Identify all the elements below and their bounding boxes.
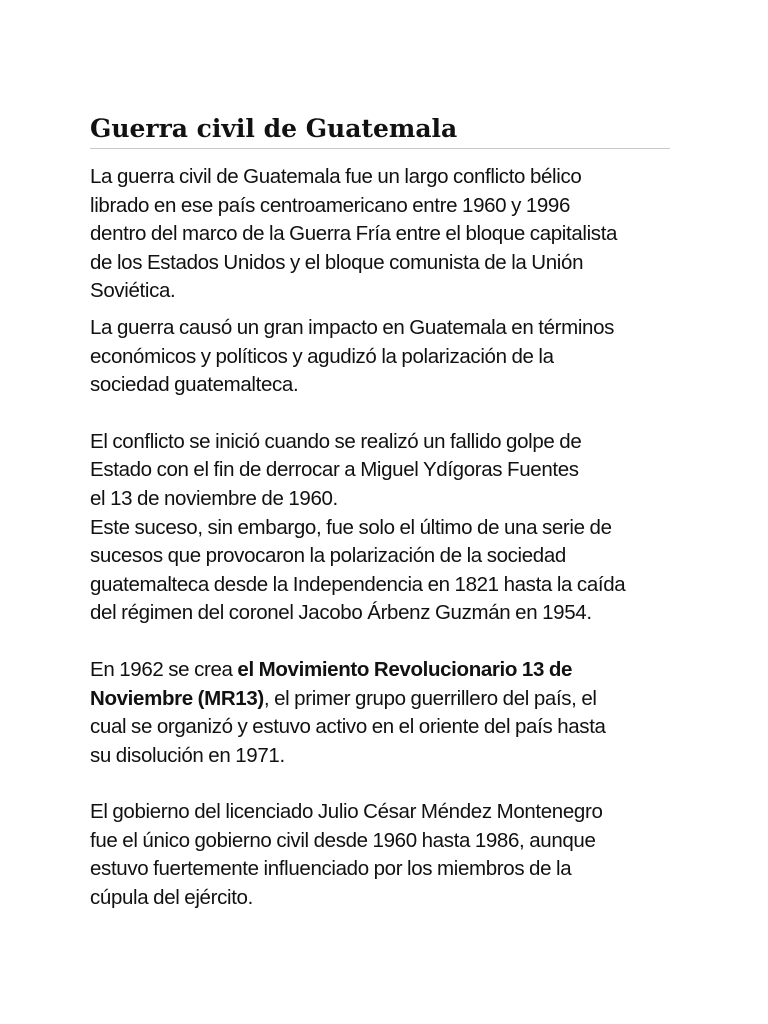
paragraph-impact — [90, 314, 670, 400]
text-line: estuvo fuertemente influenciado por los miembros de la — [90, 857, 572, 881]
paragraph-spacer — [90, 770, 670, 798]
text-line: La guerra civil de Guatemala fue un largo conflicto bélico — [90, 165, 582, 188]
paragraph-spacer — [90, 400, 670, 428]
title-divider — [90, 148, 670, 149]
text-run: En 1962 se crea — [90, 657, 238, 681]
text-line: Estado con el fin de derrocar a Miguel Ydígoras Fuentes — [90, 458, 579, 482]
paragraph-intro — [90, 163, 670, 306]
text-line — [90, 685, 670, 714]
text-line: el 13 de noviembre de 1960. — [90, 486, 338, 510]
paragraph-conflict-start — [90, 428, 670, 628]
text-line: El conflicto se inició cuando se realizó un fallido golpe de — [90, 429, 582, 453]
paragraph-spacer — [90, 306, 670, 314]
text-line: cúpula del ejército. — [90, 886, 253, 910]
text-run: , el primer grupo guerrillero del país, el — [263, 686, 597, 710]
text-line: su disolución en 1971. — [90, 743, 285, 767]
text-line: del régimen del coronel Jacobo Árbenz Guzmán en 1954. — [90, 601, 592, 625]
mr13-highlight: el Movimiento Revolucionario 13 de — [237, 657, 573, 681]
text-line: Este suceso, sin embargo, fue solo el último de una serie de — [90, 515, 612, 539]
text-line: sucesos que provocaron la polarización de la sociedad — [90, 544, 566, 568]
text-line: dentro del marco de la Guerra Fría entre el bloque capitalista — [90, 222, 618, 246]
text-line: cual se organizó y estuvo activo en el oriente del país hasta — [90, 715, 606, 739]
paragraph-spacer — [90, 628, 670, 656]
text-line: librado en ese país centroamericano entre 1960 y 1996 — [90, 193, 571, 217]
text-line: El gobierno del licenciado Julio César Méndez Montenegro — [90, 800, 603, 824]
text-line — [90, 656, 670, 685]
paragraph-mr13 — [90, 656, 670, 770]
page-title: Guerra civil de Guatemala — [90, 114, 458, 143]
mr13-highlight: Noviembre (MR13) — [90, 686, 264, 710]
paragraph-government — [90, 798, 670, 912]
text-line: fue el único gobierno civil desde 1960 hasta 1986, aunque — [90, 828, 596, 852]
text-line: La guerra causó un gran impacto en Guatemala en términos — [90, 315, 615, 339]
text-line: sociedad guatemalteca. — [90, 373, 299, 397]
text-line: económicos y políticos y agudizó la polarización de la — [90, 344, 554, 368]
text-line: guatemalteca desde la Independencia en 1821 hasta la caída — [90, 572, 626, 596]
text-line: de los Estados Unidos y el bloque comunista de la Unión — [90, 250, 584, 274]
text-line: Soviética. — [90, 279, 176, 303]
document-page — [90, 112, 670, 913]
